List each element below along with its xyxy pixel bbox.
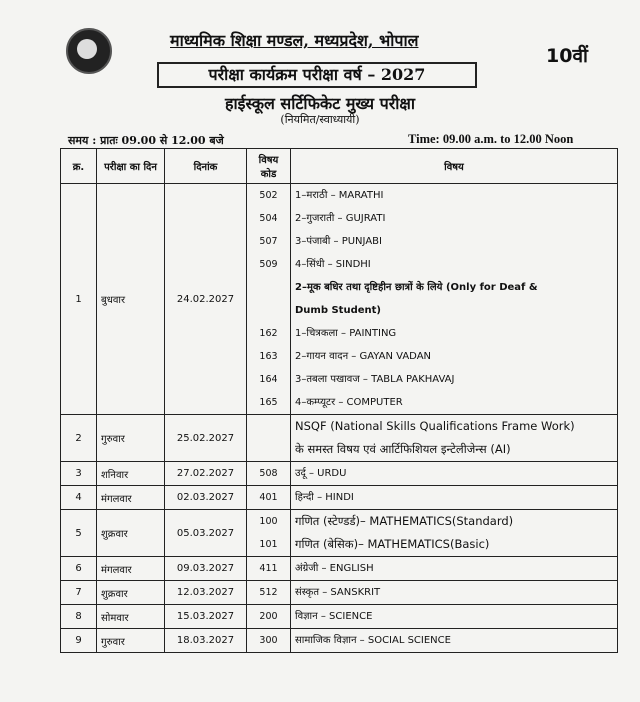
class-label: 10वीं (546, 45, 588, 67)
time-hindi: समय : प्रातः 09.00 से 12.00 बजे (68, 134, 224, 147)
row-codes (247, 605, 291, 629)
subject-name: 3–तबला पखावज – TABLA PAKHAVAJ (295, 374, 455, 385)
row-sno: 6 (61, 557, 97, 581)
row-sno: 5 (61, 510, 97, 557)
row-date: 18.03.2027 (165, 629, 247, 653)
subject-name: 4–सिंधी – SINDHI (295, 259, 371, 270)
subject-name: संस्कृत – SANSKRIT (295, 587, 381, 598)
row-sno: 7 (61, 581, 97, 605)
subject-code: 507 (259, 236, 278, 247)
row-sno: 9 (61, 629, 97, 653)
subject-code (247, 438, 290, 461)
table-header-row (61, 149, 618, 184)
subject-name: 2–गुजराती – GUJRATI (295, 213, 386, 224)
subject-code: 162 (259, 328, 278, 339)
subject-code: 411 (259, 563, 278, 574)
row-date: 09.03.2027 (165, 557, 247, 581)
table-row (61, 510, 618, 557)
row-codes (247, 510, 291, 557)
row-subjects (291, 415, 618, 462)
subject-name: उर्दू – URDU (295, 468, 347, 479)
row-sno: 1 (61, 184, 97, 415)
subject-code: 502 (259, 190, 278, 201)
subject-name: Dumb Student) (295, 305, 381, 316)
row-subjects (291, 462, 618, 486)
subject-name: 1–मराठी – MARATHI (295, 190, 384, 201)
subject-name: अंग्रेजी – ENGLISH (295, 563, 374, 574)
row-subjects (291, 629, 618, 653)
header-day: परीक्षा का दिन (97, 149, 165, 184)
header-sno: क्र. (61, 149, 97, 184)
exam-schedule-table (60, 148, 618, 653)
row-day: शुक्रवार (97, 581, 165, 605)
table-row (61, 557, 618, 581)
row-subjects (291, 510, 618, 557)
time-english: Time: 09.00 a.m. to 12.00 Noon (408, 132, 574, 146)
subject-name: 2–मूक बधिर तथा दृष्टिहीन छात्रों के लिये (Only for Deaf & (295, 282, 538, 293)
table-row (61, 415, 618, 462)
subject-name: 2–गायन वादन – GAYAN VADAN (295, 351, 432, 362)
subject-name: 3–पंजाबी – PUNJABI (295, 236, 382, 247)
row-subjects (291, 581, 618, 605)
exam-name: हाईस्कूल सर्टिफिकेट मुख्य परीक्षा (224, 94, 416, 113)
table-row (61, 184, 618, 415)
program-title: परीक्षा कार्यक्रम परीक्षा वर्ष – 2027 (157, 62, 477, 88)
row-day: शुक्रवार (97, 510, 165, 557)
subject-code (247, 276, 290, 299)
subject-code: 300 (259, 635, 278, 646)
subject-code: 401 (259, 492, 278, 503)
subject-code: 164 (259, 374, 278, 385)
row-day: शनिवार (97, 462, 165, 486)
subject-name: 4–कम्प्यूटर – COMPUTER (295, 397, 403, 408)
header-code: विषय कोड (247, 149, 291, 184)
table-row (61, 462, 618, 486)
table-row (61, 486, 618, 510)
row-subjects (291, 605, 618, 629)
subject-code (247, 415, 290, 438)
row-date: 02.03.2027 (165, 486, 247, 510)
exam-mode: (नियमित/स्वाध्यायी) (280, 113, 360, 126)
table-row (61, 605, 618, 629)
row-subjects (291, 184, 618, 415)
subject-name: गणित (स्टेण्डर्ड)– MATHEMATICS(Standard) (295, 514, 514, 528)
row-day: बुधवार (97, 184, 165, 415)
row-codes (247, 486, 291, 510)
subject-code (247, 299, 290, 322)
row-subjects (291, 486, 618, 510)
subject-code: 100 (259, 516, 278, 527)
table-body (61, 184, 618, 653)
row-date: 05.03.2027 (165, 510, 247, 557)
row-date: 27.02.2027 (165, 462, 247, 486)
row-codes (247, 415, 291, 462)
row-sno: 2 (61, 415, 97, 462)
row-date: 25.02.2027 (165, 415, 247, 462)
row-date: 24.02.2027 (165, 184, 247, 415)
row-codes (247, 581, 291, 605)
row-day: गुरुवार (97, 415, 165, 462)
row-date: 12.03.2027 (165, 581, 247, 605)
subject-name: सामाजिक विज्ञान – SOCIAL SCIENCE (295, 635, 451, 646)
row-day: सोमवार (97, 605, 165, 629)
row-day: मंगलवार (97, 486, 165, 510)
subject-name: NSQF (National Skills Qualifications Frame Work) (295, 419, 575, 433)
subject-code: 163 (259, 351, 278, 362)
row-date: 15.03.2027 (165, 605, 247, 629)
table-row (61, 629, 618, 653)
table-row (61, 581, 618, 605)
header-date: दिनांक (165, 149, 247, 184)
subject-name: के समस्त विषय एवं आर्टिफिशियल इन्टेलीजेन्स (AI) (295, 442, 511, 456)
subject-name: गणित (बेसिक)– MATHEMATICS(Basic) (295, 537, 490, 551)
subject-code: 101 (259, 539, 278, 550)
row-day: मंगलवार (97, 557, 165, 581)
board-emblem-icon (66, 28, 112, 74)
subject-code: 512 (259, 587, 278, 598)
subject-name: 1–चित्रकला – PAINTING (295, 328, 397, 339)
subject-code: 504 (259, 213, 278, 224)
subject-name: हिन्दी – HINDI (295, 492, 354, 503)
row-codes (247, 557, 291, 581)
row-sno: 4 (61, 486, 97, 510)
row-codes (247, 184, 291, 415)
row-sno: 3 (61, 462, 97, 486)
row-day: गुरुवार (97, 629, 165, 653)
subject-code: 200 (259, 611, 278, 622)
row-codes (247, 462, 291, 486)
subject-code: 509 (259, 259, 278, 270)
row-sno: 8 (61, 605, 97, 629)
subject-name: विज्ञान – SCIENCE (295, 611, 373, 622)
subject-code: 508 (259, 468, 278, 479)
row-codes (247, 629, 291, 653)
board-name: माध्यमिक शिक्षा मण्डल, मध्यप्रदेश, भोपाल (170, 31, 419, 50)
header-subject: विषय (291, 149, 618, 184)
row-subjects (291, 557, 618, 581)
subject-code: 165 (259, 397, 278, 408)
